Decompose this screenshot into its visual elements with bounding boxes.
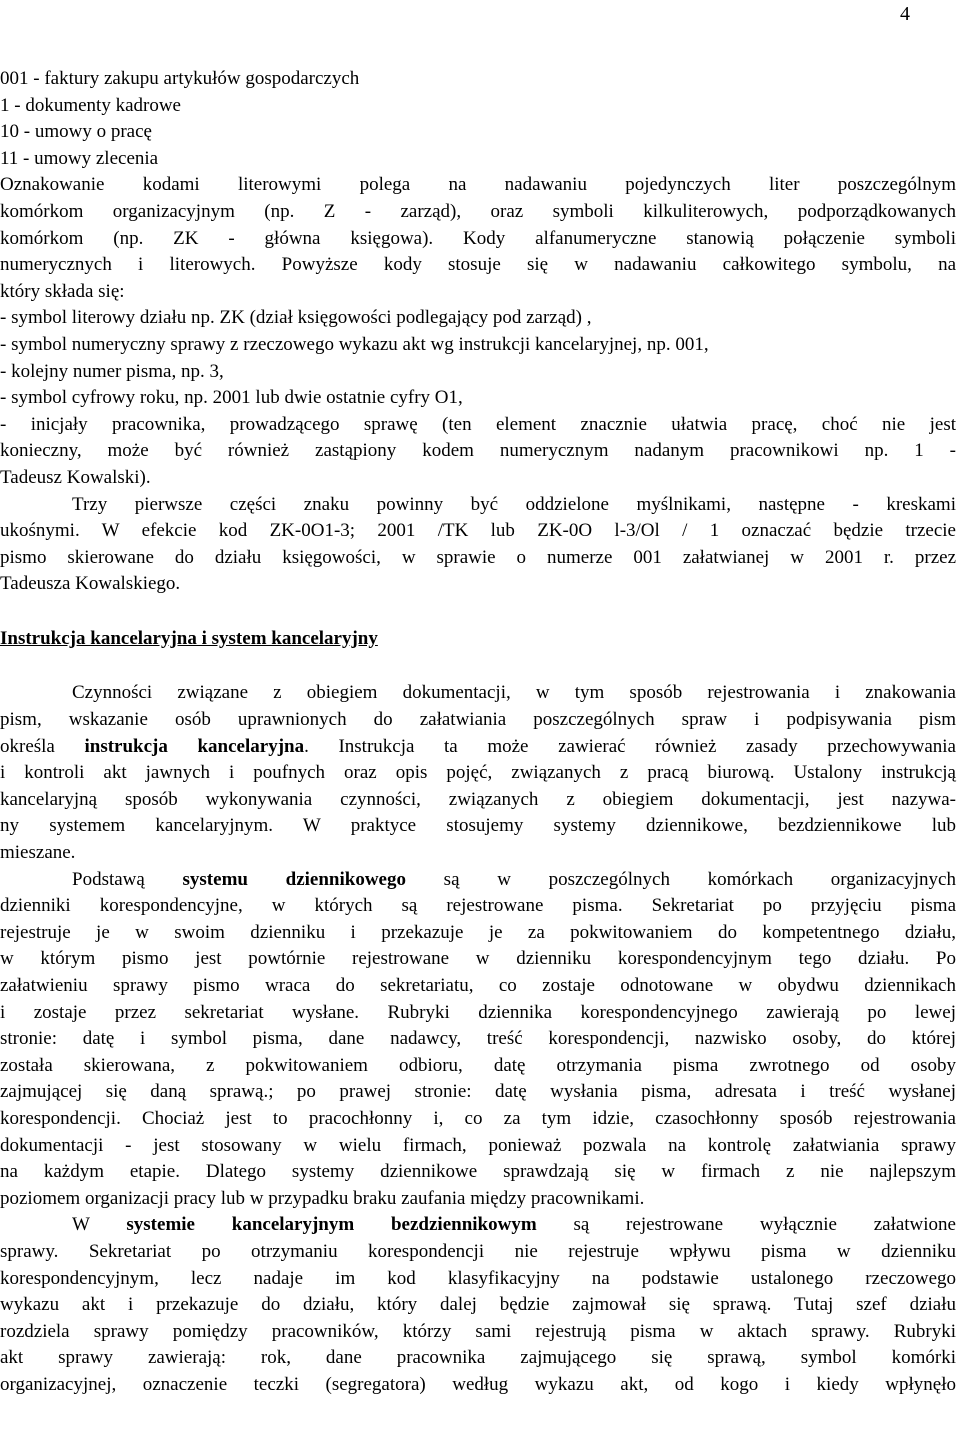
list-item: - symbol cyfrowy roku, np. 2001 lub dwie ostatnie cyfry O1, (0, 387, 463, 409)
bold-term: instrukcja kancelaryjna (84, 735, 305, 757)
paragraph-line: W systemie kancelaryjnym bezdziennikowym są rejestrowane wyłącznie załatwione (72, 1214, 956, 1236)
paragraph-line: w którym pismo jest powtórnie rejestrowane w dzienniku korespondencyjnym tego działu. Po (0, 948, 956, 970)
section-heading: Instrukcja kancelaryjna i system kancelaryjny (0, 627, 378, 649)
list-item: - kolejny numer pisma, np. 3, (0, 360, 224, 382)
paragraph-line: dzienniki korespondencyjne, w których są rejestrowane pisma. Sekretariat po przyjęciu pisma (0, 895, 956, 917)
page-number: 4 (900, 3, 910, 25)
bold-term: systemu dziennikowego (182, 868, 406, 890)
list-item: 1 - dokumenty kadrowe (0, 94, 181, 116)
paragraph-line: pismo skierowane do działu księgowości, w sprawie o numerze 001 załatwianej w 2001 r. przez (0, 546, 956, 568)
paragraph-line: numerycznych i literowych. Powyższe kody stosuje się w nadawaniu całkowitego symbolu, na (0, 254, 956, 276)
paragraph-line: komórkom (np. ZK - główna księgowa). Kody alfanumeryczne stanowią połączenie symboli (0, 227, 956, 249)
list-item: konieczny, może być również zastąpiony kodem numerycznym nadanym pracownikowi np. 1 - (0, 440, 956, 462)
paragraph-line: Tadeusza Kowalskiego. (0, 573, 181, 595)
paragraph-line: mieszane. (0, 842, 76, 864)
paragraph-line: na każdym etapie. Dlatego systemy dziennikowe sprawdzają się w firmach z nie najlepszym (0, 1161, 956, 1183)
list-item: 001 - faktury zakupu artykułów gospodarczych (0, 68, 360, 89)
paragraph-line: określa instrukcja kancelaryjna. Instrukcja ta może zawierać również zasady przechowywania (0, 735, 956, 757)
paragraph-line: kancelaryjną sposób wykonywania czynności, związanych z obiegiem dokumentacji, jest nazywa- (0, 788, 956, 810)
paragraph-line: korespondencyjnym, lecz nadaje im kod klasyfikacyjny na podstawie ustalonego rzeczowego (0, 1267, 956, 1289)
paragraph-line: ukośnymi. W efekcie kod ZK-0O1-3; 2001 /TK lub ZK-0O l-3/Ol / 1 oznaczać będzie trzecie (0, 520, 956, 542)
paragraph-line: sprawy. Sekretariat po otrzymaniu korespondencji nie rejestruje wpływu pisma w dzienniku (0, 1240, 956, 1262)
list-item: Tadeusz Kowalski). (0, 466, 151, 488)
paragraph-line: korespondencji. Chociaż jest to pracochłonny i, co za tym idzie, czasochłonny sposób rejestrowania (0, 1107, 956, 1129)
paragraph-line: komórkom organizacyjnym (np. Z - zarząd), oraz symboli kilkuliterowych, podporządkowanych (0, 200, 956, 222)
paragraph-line: dokumentacji - jest stosowany w wielu firmach, ponieważ pozwala na kontrolę załatwiania sprawy (0, 1134, 956, 1156)
paragraph-line: wykazu akt i przekazuje do działu, który dalej będzie zajmował się sprawą. Tutaj szef działu (0, 1294, 956, 1316)
paragraph-line: Czynności związane z obiegiem dokumentacji, w tym sposób rejestrowania i znakowania (72, 682, 956, 704)
paragraph-line: zajmującej się daną sprawą.; po prawej stronie: datę wysłania pisma, adresata i treść wysłanej (0, 1081, 956, 1103)
paragraph-line: Oznakowanie kodami literowymi polega na nadawaniu pojedynczych liter poszczególnym (0, 174, 956, 196)
paragraph-line: i zostaje przez sekretariat wysłane. Rubryki dziennika korespondencyjnego zawierają po lewej (0, 1001, 956, 1023)
paragraph-line: który składa się: (0, 280, 125, 302)
paragraph-line: rejestruje je w swoim dzienniku i przekazuje je za pokwitowaniem do kompetentnego działu, (0, 921, 956, 943)
list-item: - symbol numeryczny sprawy z rzeczowego wykazu akt wg instrukcji kancelaryjnej, np. 001, (0, 333, 709, 355)
paragraph-line: załatwieniu sprawy pismo wraca do sekretariatu, co zostaje odnotowane w obydwu dziennikach (0, 975, 956, 996)
paragraph-line: i kontroli akt jawnych i poufnych oraz opis pojęć, związanych z pracą biurową. Ustalony instrukcją (0, 762, 956, 784)
list-item: - inicjały pracownika, prowadzącego sprawę (ten element znacznie ułatwia pracę, choć nie jest (0, 413, 956, 435)
document-body (0, 66, 956, 1399)
paragraph-line: stronie: datę i symbol pisma, dane nadawcy, treść korespondencji, nazwisko osoby, do której (0, 1028, 956, 1050)
paragraph-line: Trzy pierwsze części znaku powinny być oddzielone myślnikami, następne - kreskami (72, 493, 956, 515)
list-item: 11 - umowy zlecenia (0, 147, 159, 169)
list-item: 10 - umowy o pracę (0, 121, 152, 143)
paragraph-line: akt sprawy zawierają: rok, dane pracownika zajmującego się sprawą, symbol komórki (0, 1347, 956, 1369)
paragraph-line: organizacyjnej, oznaczenie teczki (segregatora) według wykazu akt, od kogo i kiedy wpłynęło (0, 1373, 956, 1395)
paragraph-line: poziomem organizacji pracy lub w przypadku braku zaufania między pracownikami. (0, 1187, 645, 1209)
paragraph-line: Podstawą systemu dziennikowego są w poszczególnych komórkach organizacyjnych (72, 868, 956, 890)
list-item: - symbol literowy działu np. ZK (dział księgowości podlegający pod zarząd) , (0, 307, 592, 329)
bold-term: systemie kancelaryjnym bezdziennikowym (126, 1214, 537, 1236)
paragraph-line: rozdziela sprawy pomiędzy pracowników, którzy sami rejestrują pisma w aktach sprawy. Rubryki (0, 1320, 956, 1342)
paragraph-line: została skierowana, z pokwitowaniem odbioru, datę otrzymania pisma zwrotnego od osoby (0, 1054, 956, 1076)
paragraph-line: ny systemem kancelaryjnym. W praktyce stosujemy systemy dziennikowe, bezdziennikowe lub (0, 815, 956, 837)
paragraph-line: pism, wskazanie osób uprawnionych do załatwiania poszczególnych spraw i podpisywania pism (0, 709, 956, 731)
